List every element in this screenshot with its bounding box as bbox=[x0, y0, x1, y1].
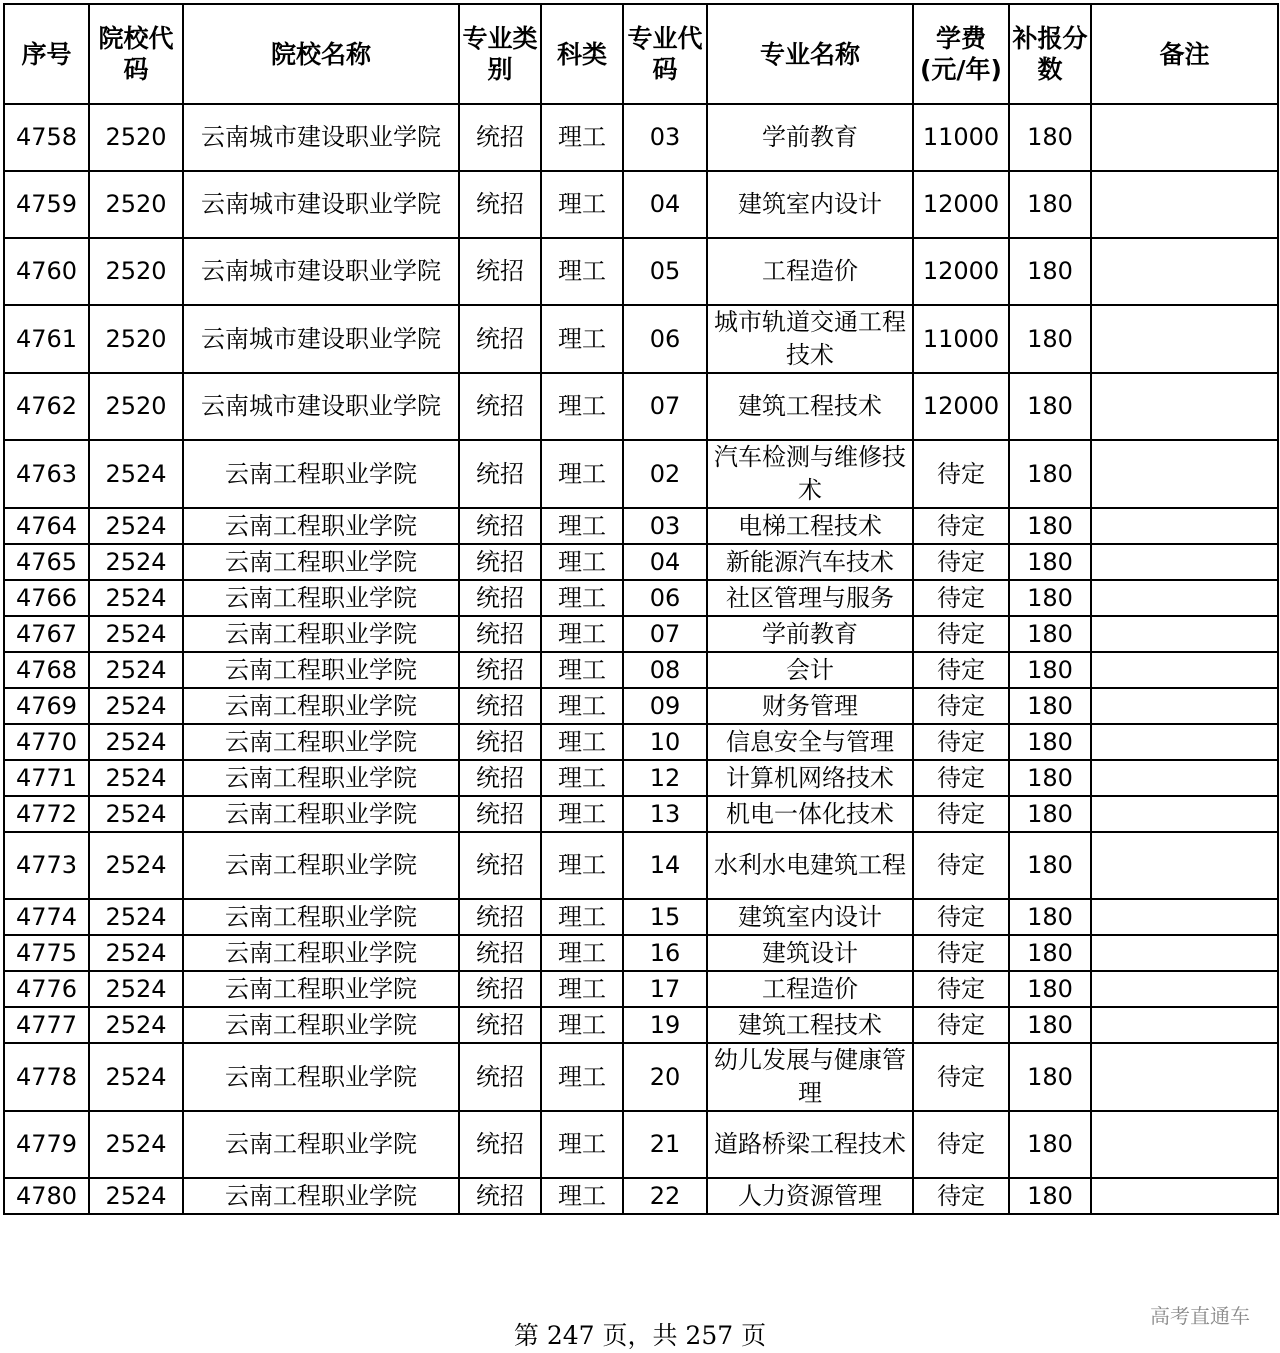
cell-score: 180 bbox=[1009, 580, 1091, 616]
cell-school-code: 2524 bbox=[89, 652, 183, 688]
cell-score: 180 bbox=[1009, 1111, 1091, 1178]
cell-score: 180 bbox=[1009, 796, 1091, 832]
cell-school-code: 2520 bbox=[89, 104, 183, 171]
cell-school: 云南城市建设职业学院 bbox=[183, 373, 459, 440]
cell-note bbox=[1091, 104, 1278, 171]
cell-seq: 4760 bbox=[4, 238, 89, 305]
cell-score: 180 bbox=[1009, 440, 1091, 508]
cell-major-code: 03 bbox=[623, 104, 707, 171]
cell-note bbox=[1091, 1043, 1278, 1111]
cell-school-code: 2524 bbox=[89, 1111, 183, 1178]
cell-note bbox=[1091, 935, 1278, 971]
cell-fee: 待定 bbox=[913, 616, 1009, 652]
table-row bbox=[4, 440, 1278, 508]
cell-score: 180 bbox=[1009, 832, 1091, 899]
cell-major-code: 07 bbox=[623, 616, 707, 652]
cell-major: 社区管理与服务 bbox=[707, 580, 913, 616]
cell-seq: 4772 bbox=[4, 796, 89, 832]
cell-category: 理工 bbox=[541, 935, 623, 971]
cell-school: 云南工程职业学院 bbox=[183, 724, 459, 760]
cell-type: 统招 bbox=[459, 616, 541, 652]
cell-major-code: 22 bbox=[623, 1178, 707, 1214]
cell-type: 统招 bbox=[459, 652, 541, 688]
cell-type: 统招 bbox=[459, 1178, 541, 1214]
cell-score: 180 bbox=[1009, 724, 1091, 760]
cell-school: 云南工程职业学院 bbox=[183, 1111, 459, 1178]
cell-major: 电梯工程技术 bbox=[707, 508, 913, 544]
cell-category: 理工 bbox=[541, 796, 623, 832]
table-row bbox=[4, 760, 1278, 796]
cell-fee: 待定 bbox=[913, 544, 1009, 580]
cell-category: 理工 bbox=[541, 580, 623, 616]
cell-type: 统招 bbox=[459, 796, 541, 832]
cell-seq: 4764 bbox=[4, 508, 89, 544]
cell-school-code: 2524 bbox=[89, 508, 183, 544]
cell-note bbox=[1091, 373, 1278, 440]
table-row bbox=[4, 1043, 1278, 1111]
cell-major-code: 02 bbox=[623, 440, 707, 508]
cell-school-code: 2524 bbox=[89, 796, 183, 832]
table-row bbox=[4, 616, 1278, 652]
cell-school: 云南城市建设职业学院 bbox=[183, 305, 459, 373]
cell-category: 理工 bbox=[541, 440, 623, 508]
cell-type: 统招 bbox=[459, 971, 541, 1007]
cell-school: 云南工程职业学院 bbox=[183, 971, 459, 1007]
cell-major: 汽车检测与维修技术 bbox=[707, 440, 913, 508]
cell-note bbox=[1091, 1007, 1278, 1043]
cell-major-code: 16 bbox=[623, 935, 707, 971]
table-row bbox=[4, 899, 1278, 935]
cell-major: 工程造价 bbox=[707, 971, 913, 1007]
cell-seq: 4766 bbox=[4, 580, 89, 616]
cell-major-code: 09 bbox=[623, 688, 707, 724]
cell-category: 理工 bbox=[541, 1111, 623, 1178]
table-row bbox=[4, 724, 1278, 760]
cell-seq: 4775 bbox=[4, 935, 89, 971]
cell-school: 云南工程职业学院 bbox=[183, 652, 459, 688]
cell-note bbox=[1091, 171, 1278, 238]
cell-category: 理工 bbox=[541, 724, 623, 760]
table-row bbox=[4, 688, 1278, 724]
cell-school: 云南工程职业学院 bbox=[183, 616, 459, 652]
header-row bbox=[4, 4, 1278, 104]
page-footer: 第 247 页，共 257 页 bbox=[513, 1321, 767, 1350]
cell-category: 理工 bbox=[541, 1043, 623, 1111]
cell-major: 建筑工程技术 bbox=[707, 373, 913, 440]
cell-type: 统招 bbox=[459, 1111, 541, 1178]
table-row bbox=[4, 508, 1278, 544]
cell-school: 云南工程职业学院 bbox=[183, 760, 459, 796]
cell-score: 180 bbox=[1009, 171, 1091, 238]
cell-school-code: 2524 bbox=[89, 832, 183, 899]
cell-type: 统招 bbox=[459, 440, 541, 508]
table-body bbox=[4, 104, 1278, 1214]
cell-note bbox=[1091, 305, 1278, 373]
cell-fee: 待定 bbox=[913, 1178, 1009, 1214]
cell-school: 云南工程职业学院 bbox=[183, 1178, 459, 1214]
cell-school-code: 2524 bbox=[89, 616, 183, 652]
cell-score: 180 bbox=[1009, 544, 1091, 580]
cell-score: 180 bbox=[1009, 971, 1091, 1007]
cell-seq: 4774 bbox=[4, 899, 89, 935]
cell-major: 新能源汽车技术 bbox=[707, 544, 913, 580]
cell-note bbox=[1091, 971, 1278, 1007]
cell-type: 统招 bbox=[459, 1007, 541, 1043]
cell-type: 统招 bbox=[459, 544, 541, 580]
cell-major: 学前教育 bbox=[707, 616, 913, 652]
header-cell: 补报分数 bbox=[1009, 4, 1091, 104]
cell-type: 统招 bbox=[459, 724, 541, 760]
cell-school: 云南工程职业学院 bbox=[183, 935, 459, 971]
cell-major: 人力资源管理 bbox=[707, 1178, 913, 1214]
cell-school: 云南工程职业学院 bbox=[183, 440, 459, 508]
table-row bbox=[4, 171, 1278, 238]
cell-note bbox=[1091, 832, 1278, 899]
cell-school-code: 2520 bbox=[89, 305, 183, 373]
cell-type: 统招 bbox=[459, 104, 541, 171]
cell-category: 理工 bbox=[541, 508, 623, 544]
cell-school: 云南城市建设职业学院 bbox=[183, 171, 459, 238]
cell-category: 理工 bbox=[541, 1007, 623, 1043]
cell-major: 建筑设计 bbox=[707, 935, 913, 971]
cell-major: 道路桥梁工程技术 bbox=[707, 1111, 913, 1178]
cell-note bbox=[1091, 760, 1278, 796]
cell-seq: 4771 bbox=[4, 760, 89, 796]
cell-major: 机电一体化技术 bbox=[707, 796, 913, 832]
cell-school: 云南工程职业学院 bbox=[183, 544, 459, 580]
cell-school: 云南工程职业学院 bbox=[183, 688, 459, 724]
cell-type: 统招 bbox=[459, 899, 541, 935]
cell-major: 工程造价 bbox=[707, 238, 913, 305]
cell-school-code: 2520 bbox=[89, 171, 183, 238]
cell-score: 180 bbox=[1009, 899, 1091, 935]
cell-score: 180 bbox=[1009, 508, 1091, 544]
cell-school-code: 2524 bbox=[89, 724, 183, 760]
cell-major-code: 13 bbox=[623, 796, 707, 832]
cell-fee: 待定 bbox=[913, 796, 1009, 832]
cell-category: 理工 bbox=[541, 971, 623, 1007]
table-row bbox=[4, 373, 1278, 440]
cell-school: 云南城市建设职业学院 bbox=[183, 104, 459, 171]
cell-school: 云南工程职业学院 bbox=[183, 796, 459, 832]
cell-major-code: 03 bbox=[623, 508, 707, 544]
header-cell: 序号 bbox=[4, 4, 89, 104]
cell-major: 建筑工程技术 bbox=[707, 1007, 913, 1043]
cell-category: 理工 bbox=[541, 688, 623, 724]
cell-major: 财务管理 bbox=[707, 688, 913, 724]
cell-major-code: 10 bbox=[623, 724, 707, 760]
cell-fee: 待定 bbox=[913, 1007, 1009, 1043]
cell-school-code: 2524 bbox=[89, 688, 183, 724]
cell-fee: 待定 bbox=[913, 440, 1009, 508]
cell-major-code: 21 bbox=[623, 1111, 707, 1178]
cell-major: 会计 bbox=[707, 652, 913, 688]
cell-type: 统招 bbox=[459, 305, 541, 373]
cell-category: 理工 bbox=[541, 305, 623, 373]
cell-seq: 4761 bbox=[4, 305, 89, 373]
cell-note bbox=[1091, 544, 1278, 580]
cell-major-code: 12 bbox=[623, 760, 707, 796]
table-row bbox=[4, 238, 1278, 305]
cell-fee: 待定 bbox=[913, 724, 1009, 760]
cell-major-code: 19 bbox=[623, 1007, 707, 1043]
cell-major-code: 04 bbox=[623, 171, 707, 238]
cell-category: 理工 bbox=[541, 1178, 623, 1214]
cell-school-code: 2524 bbox=[89, 760, 183, 796]
cell-school: 云南工程职业学院 bbox=[183, 580, 459, 616]
cell-note bbox=[1091, 1178, 1278, 1214]
cell-fee: 待定 bbox=[913, 1111, 1009, 1178]
cell-seq: 4767 bbox=[4, 616, 89, 652]
cell-major: 城市轨道交通工程技术 bbox=[707, 305, 913, 373]
cell-school: 云南城市建设职业学院 bbox=[183, 238, 459, 305]
header-cell: 备注 bbox=[1091, 4, 1278, 104]
cell-score: 180 bbox=[1009, 688, 1091, 724]
cell-major: 水利水电建筑工程 bbox=[707, 832, 913, 899]
cell-seq: 4779 bbox=[4, 1111, 89, 1178]
cell-note bbox=[1091, 796, 1278, 832]
cell-note bbox=[1091, 1111, 1278, 1178]
table-row bbox=[4, 796, 1278, 832]
table-row bbox=[4, 935, 1278, 971]
cell-category: 理工 bbox=[541, 899, 623, 935]
cell-note bbox=[1091, 440, 1278, 508]
cell-school-code: 2524 bbox=[89, 899, 183, 935]
cell-seq: 4769 bbox=[4, 688, 89, 724]
cell-note bbox=[1091, 238, 1278, 305]
cell-major-code: 17 bbox=[623, 971, 707, 1007]
cell-fee: 待定 bbox=[913, 580, 1009, 616]
cell-type: 统招 bbox=[459, 171, 541, 238]
cell-category: 理工 bbox=[541, 832, 623, 899]
cell-type: 统招 bbox=[459, 1043, 541, 1111]
cell-major-code: 04 bbox=[623, 544, 707, 580]
cell-seq: 4758 bbox=[4, 104, 89, 171]
admission-table bbox=[3, 3, 1279, 1215]
cell-note bbox=[1091, 652, 1278, 688]
cell-fee: 待定 bbox=[913, 508, 1009, 544]
cell-seq: 4759 bbox=[4, 171, 89, 238]
table-row bbox=[4, 832, 1278, 899]
cell-major-code: 06 bbox=[623, 305, 707, 373]
cell-category: 理工 bbox=[541, 544, 623, 580]
cell-category: 理工 bbox=[541, 373, 623, 440]
cell-score: 180 bbox=[1009, 373, 1091, 440]
cell-seq: 4763 bbox=[4, 440, 89, 508]
cell-major: 学前教育 bbox=[707, 104, 913, 171]
cell-fee: 11000 bbox=[913, 104, 1009, 171]
cell-seq: 4768 bbox=[4, 652, 89, 688]
cell-school: 云南工程职业学院 bbox=[183, 508, 459, 544]
header-cell: 院校名称 bbox=[183, 4, 459, 104]
cell-seq: 4780 bbox=[4, 1178, 89, 1214]
cell-school-code: 2524 bbox=[89, 935, 183, 971]
cell-school: 云南工程职业学院 bbox=[183, 1043, 459, 1111]
cell-school-code: 2524 bbox=[89, 1007, 183, 1043]
cell-major: 建筑室内设计 bbox=[707, 171, 913, 238]
cell-major-code: 05 bbox=[623, 238, 707, 305]
header-cell: 专业名称 bbox=[707, 4, 913, 104]
table-row bbox=[4, 104, 1278, 171]
header-cell: 院校代码 bbox=[89, 4, 183, 104]
cell-school-code: 2524 bbox=[89, 971, 183, 1007]
cell-score: 180 bbox=[1009, 305, 1091, 373]
cell-major-code: 06 bbox=[623, 580, 707, 616]
cell-note bbox=[1091, 616, 1278, 652]
cell-school-code: 2524 bbox=[89, 580, 183, 616]
cell-fee: 待定 bbox=[913, 1043, 1009, 1111]
cell-score: 180 bbox=[1009, 238, 1091, 305]
cell-seq: 4770 bbox=[4, 724, 89, 760]
cell-note bbox=[1091, 899, 1278, 935]
cell-type: 统招 bbox=[459, 760, 541, 796]
cell-school-code: 2524 bbox=[89, 544, 183, 580]
cell-note bbox=[1091, 508, 1278, 544]
cell-score: 180 bbox=[1009, 760, 1091, 796]
table-row bbox=[4, 1111, 1278, 1178]
cell-fee: 11000 bbox=[913, 305, 1009, 373]
cell-score: 180 bbox=[1009, 652, 1091, 688]
header-cell: 专业代码 bbox=[623, 4, 707, 104]
cell-type: 统招 bbox=[459, 508, 541, 544]
cell-category: 理工 bbox=[541, 760, 623, 796]
cell-note bbox=[1091, 688, 1278, 724]
cell-seq: 4773 bbox=[4, 832, 89, 899]
cell-fee: 待定 bbox=[913, 832, 1009, 899]
cell-fee: 待定 bbox=[913, 652, 1009, 688]
cell-fee: 待定 bbox=[913, 688, 1009, 724]
cell-fee: 待定 bbox=[913, 935, 1009, 971]
cell-note bbox=[1091, 580, 1278, 616]
cell-major: 信息安全与管理 bbox=[707, 724, 913, 760]
table-row bbox=[4, 1007, 1278, 1043]
table-row bbox=[4, 1178, 1278, 1214]
cell-fee: 待定 bbox=[913, 760, 1009, 796]
cell-fee: 12000 bbox=[913, 373, 1009, 440]
cell-major-code: 14 bbox=[623, 832, 707, 899]
cell-major-code: 15 bbox=[623, 899, 707, 935]
cell-type: 统招 bbox=[459, 935, 541, 971]
header-cell: 科类 bbox=[541, 4, 623, 104]
cell-seq: 4765 bbox=[4, 544, 89, 580]
cell-note bbox=[1091, 724, 1278, 760]
cell-seq: 4777 bbox=[4, 1007, 89, 1043]
cell-type: 统招 bbox=[459, 373, 541, 440]
cell-school-code: 2524 bbox=[89, 1043, 183, 1111]
cell-school: 云南工程职业学院 bbox=[183, 899, 459, 935]
cell-school-code: 2520 bbox=[89, 373, 183, 440]
cell-seq: 4762 bbox=[4, 373, 89, 440]
cell-category: 理工 bbox=[541, 652, 623, 688]
cell-category: 理工 bbox=[541, 238, 623, 305]
header-cell: 学费(元/年) bbox=[913, 4, 1009, 104]
cell-fee: 待定 bbox=[913, 899, 1009, 935]
cell-fee: 12000 bbox=[913, 238, 1009, 305]
cell-seq: 4776 bbox=[4, 971, 89, 1007]
cell-major-code: 07 bbox=[623, 373, 707, 440]
cell-type: 统招 bbox=[459, 832, 541, 899]
cell-score: 180 bbox=[1009, 1043, 1091, 1111]
cell-fee: 待定 bbox=[913, 971, 1009, 1007]
cell-school: 云南工程职业学院 bbox=[183, 1007, 459, 1043]
cell-school-code: 2524 bbox=[89, 1178, 183, 1214]
cell-score: 180 bbox=[1009, 1178, 1091, 1214]
watermark: 高考直通车 bbox=[1150, 1304, 1250, 1328]
cell-score: 180 bbox=[1009, 104, 1091, 171]
cell-score: 180 bbox=[1009, 935, 1091, 971]
header-cell: 专业类别 bbox=[459, 4, 541, 104]
cell-major: 计算机网络技术 bbox=[707, 760, 913, 796]
table-row bbox=[4, 580, 1278, 616]
cell-major-code: 08 bbox=[623, 652, 707, 688]
cell-seq: 4778 bbox=[4, 1043, 89, 1111]
table-row bbox=[4, 544, 1278, 580]
cell-major: 幼儿发展与健康管理 bbox=[707, 1043, 913, 1111]
table-row bbox=[4, 971, 1278, 1007]
cell-school-code: 2520 bbox=[89, 238, 183, 305]
cell-fee: 12000 bbox=[913, 171, 1009, 238]
cell-major: 建筑室内设计 bbox=[707, 899, 913, 935]
table-row bbox=[4, 305, 1278, 373]
cell-type: 统招 bbox=[459, 580, 541, 616]
cell-category: 理工 bbox=[541, 104, 623, 171]
cell-type: 统招 bbox=[459, 238, 541, 305]
cell-score: 180 bbox=[1009, 616, 1091, 652]
cell-category: 理工 bbox=[541, 616, 623, 652]
cell-school: 云南工程职业学院 bbox=[183, 832, 459, 899]
cell-type: 统招 bbox=[459, 688, 541, 724]
cell-score: 180 bbox=[1009, 1007, 1091, 1043]
table-row bbox=[4, 652, 1278, 688]
cell-major-code: 20 bbox=[623, 1043, 707, 1111]
cell-school-code: 2524 bbox=[89, 440, 183, 508]
cell-category: 理工 bbox=[541, 171, 623, 238]
